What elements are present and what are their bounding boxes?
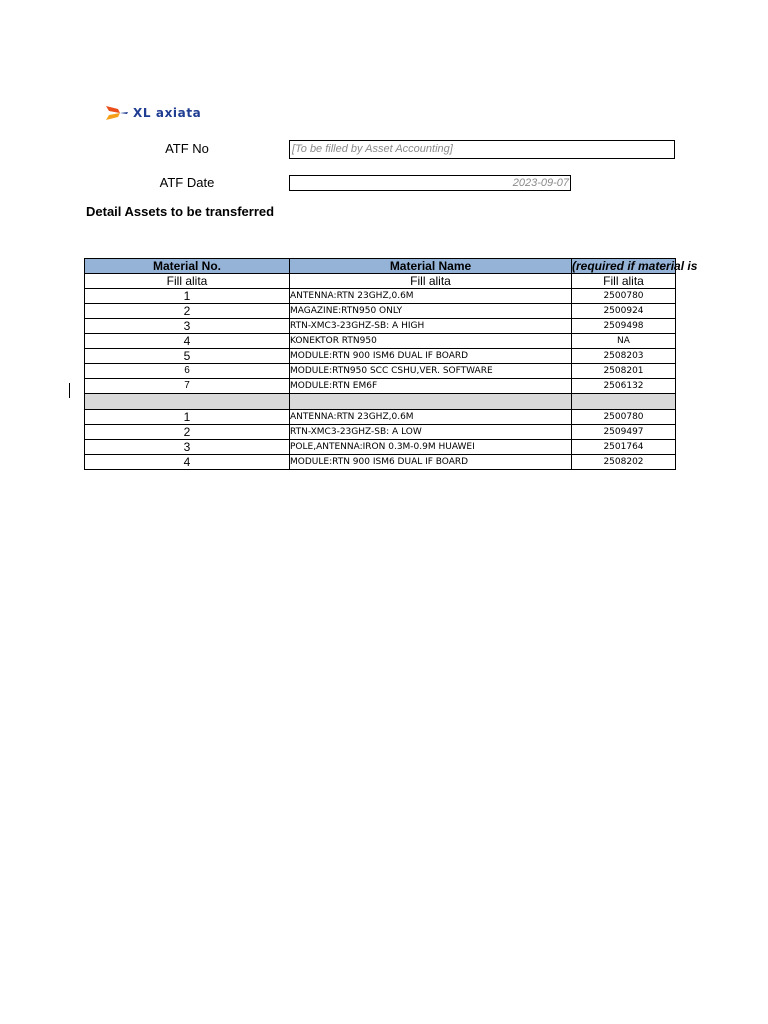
table-row <box>85 455 676 470</box>
material-name-cell[interactable]: MODULE:RTN 900 ISM6 DUAL IF BOARD <box>290 349 572 364</box>
brand-logo <box>106 104 201 122</box>
material-name-cell[interactable]: ANTENNA:RTN 23GHZ,0.6M <box>290 289 572 304</box>
separator-cell <box>572 394 676 410</box>
fill-cell[interactable]: Fill alita <box>85 274 290 289</box>
table-row <box>85 364 676 379</box>
row-number: 1 <box>85 289 290 304</box>
assets-table <box>84 258 698 470</box>
row-number: 2 <box>85 425 290 440</box>
row-number: 4 <box>85 455 290 470</box>
fill-cell[interactable]: Fill alita <box>290 274 572 289</box>
material-code-cell[interactable]: NA <box>572 334 676 349</box>
material-code-cell[interactable]: 2509498 <box>572 319 676 334</box>
material-code-cell[interactable]: 2509497 <box>572 425 676 440</box>
row-number: 3 <box>85 319 290 334</box>
table-row <box>85 289 676 304</box>
row-number: 1 <box>85 410 290 425</box>
material-name-cell[interactable]: RTN-XMC3-23GHZ-SB: A HIGH <box>290 319 572 334</box>
section-title: Detail Assets to be transferred <box>86 204 275 219</box>
material-code-cell[interactable]: 2508202 <box>572 455 676 470</box>
table-row <box>85 304 676 319</box>
material-name-cell[interactable]: MODULE:RTN EM6F <box>290 379 572 394</box>
row-number: 7 <box>85 379 290 394</box>
material-name-cell[interactable]: RTN-XMC3-23GHZ-SB: A LOW <box>290 425 572 440</box>
row-number: 6 <box>85 364 290 379</box>
material-name-cell[interactable]: ANTENNA:RTN 23GHZ,0.6M <box>290 410 572 425</box>
table-row <box>85 410 676 425</box>
atf-date-label: ATF Date <box>159 175 215 190</box>
xl-logo-icon <box>106 105 128 121</box>
table-row <box>85 319 676 334</box>
row-number: 3 <box>85 440 290 455</box>
table-row <box>85 379 676 394</box>
material-code-cell[interactable]: 2508203 <box>572 349 676 364</box>
material-code-cell[interactable]: 2508201 <box>572 364 676 379</box>
material-name-cell[interactable]: MODULE:RTN 900 ISM6 DUAL IF BOARD <box>290 455 572 470</box>
material-name-cell[interactable]: KONEKTOR RTN950 <box>290 334 572 349</box>
row-marker-line <box>69 383 70 398</box>
separator-row <box>85 394 676 410</box>
fill-row <box>85 274 676 289</box>
table-row <box>85 334 676 349</box>
material-name-cell[interactable]: MAGAZINE:RTN950 ONLY <box>290 304 572 319</box>
row-number: 5 <box>85 349 290 364</box>
atf-date-field[interactable]: 2023-09-07 <box>289 175 571 191</box>
row-number: 2 <box>85 304 290 319</box>
material-code-cell[interactable]: 2500780 <box>572 289 676 304</box>
separator-cell <box>85 394 290 410</box>
table-row <box>85 425 676 440</box>
row-number: 4 <box>85 334 290 349</box>
fill-cell[interactable]: Fill alita <box>572 274 676 289</box>
table-row <box>85 440 676 455</box>
material-name-cell[interactable]: MODULE:RTN950 SCC CSHU,VER. SOFTWARE <box>290 364 572 379</box>
brand-name: XL axiata <box>133 106 202 120</box>
table-header-row <box>85 259 676 274</box>
material-no-header: Material No. <box>85 259 290 274</box>
separator-cell <box>290 394 572 410</box>
required-note-header: (required if material is <box>572 259 698 273</box>
atf-no-field[interactable]: [To be filled by Asset Accounting] <box>289 140 675 159</box>
material-code-cell[interactable]: 2501764 <box>572 440 676 455</box>
atf-no-label: ATF No <box>165 141 209 156</box>
material-name-cell[interactable]: POLE,ANTENNA:IRON 0.3M-0.9M HUAWEI <box>290 440 572 455</box>
table-row <box>85 349 676 364</box>
material-code-cell[interactable]: 2506132 <box>572 379 676 394</box>
material-name-header: Material Name <box>290 259 572 274</box>
material-code-cell[interactable]: 2500924 <box>572 304 676 319</box>
material-code-cell[interactable]: 2500780 <box>572 410 676 425</box>
